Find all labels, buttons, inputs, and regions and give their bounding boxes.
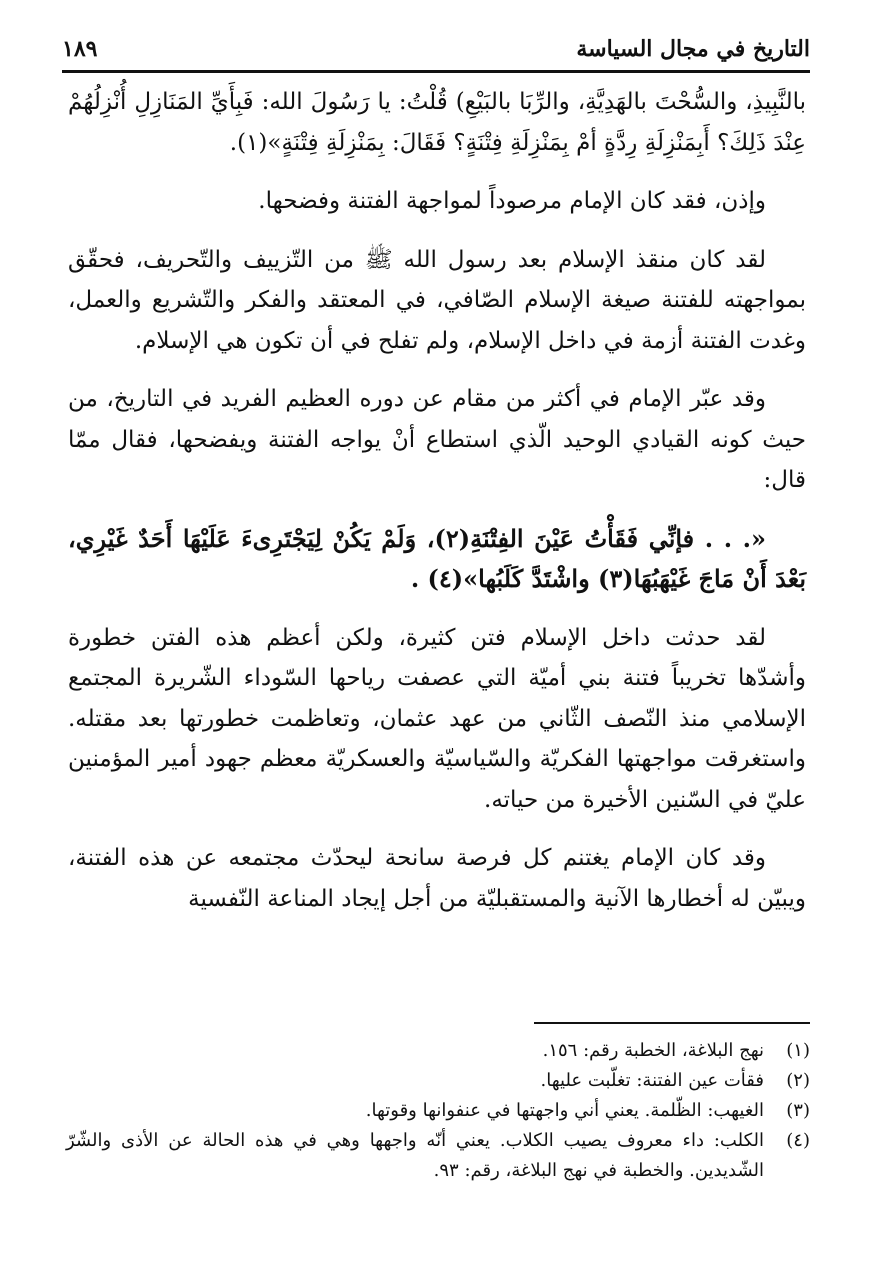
page-number: ١٨٩	[62, 36, 98, 62]
paragraph: لقد كان منقذ الإسلام بعد رسول الله ﷺ من التّزييف والتّحريف، فحقّق بمواجهته للفتنة صيغة الإسلام الصّافي، في المعتقد والفكر والتّشريع والعمل، وغدت الفتنة أزمة في داخل الإسلام، ولم تفلح في أن تكون هي الإسلام.	[68, 246, 806, 354]
footnote-number: (٣)	[786, 1100, 810, 1121]
footnote-text: الغيهب: الظّلمة. يعني أني واجهتها في عنفوانها وقوتها.	[365, 1100, 764, 1121]
quotation: «. . . فإنِّي فَقَأْتُ عَيْنَ الفِتْنَةِ(٢)، وَلَمْ يَكُنْ لِيَجْتَرِىءَ عَلَيْهَا أَحَدٌ غَيْرِي، بَعْدَ أَنْ مَاجَ غَيْهَبُهَا(٣) واشْتَدَّ كَلَبُها»(٤) .	[68, 523, 806, 593]
footnote-text: نهج البلاغة، الخطبة رقم: ١٥٦.	[542, 1040, 764, 1061]
paragraph: وإذن، فقد كان الإمام مرصوداً لمواجهة الفتنة وفضحها.	[258, 188, 766, 214]
footnote-text: الكلب: داء معروف يصيب الكلاب. يعني أنّه واجهها وهي في هذه الحالة عن الأذى والشّرّ الشّديدين. والخطبة في نهج البلاغة، رقم: ٩٣.	[66, 1130, 764, 1181]
footnote-item	[66, 1066, 810, 1096]
footnote-text: فقأت عين الفتنة: تغلّبت عليها.	[540, 1070, 764, 1091]
main-text	[68, 82, 806, 937]
paragraph-hadith-end: بالنَّبِيذِ، والسُّحْتَ بالهَدِيَّةِ، والرِّبَا بالبَيْعِ) قُلْتُ: يا رَسُولَ الله: فَبِأَيِّ المَنَازِلِ أُنْزِلُهُمْ عِنْدَ ذَلِكَ؟ أَبِمَنْزِلَةِ رِدَّةٍ أمْ بِمَنْزِلَةِ فِتْنَةٍ؟ فَقَالَ: بِمَنْزِلَةِ فِتْنَةٍ»(١).	[68, 89, 806, 156]
footnote-number: (١)	[786, 1040, 810, 1061]
footnote-number: (٤)	[786, 1130, 810, 1151]
footnote-number: (٢)	[786, 1070, 810, 1091]
paragraph: لقد حدثت داخل الإسلام فتن كثيرة، ولكن أعظم هذه الفتن خطورة وأشدّها تخريباً فتنة بني أميّة التي عصفت رياحها السّوداء الشّريرة المجتمع الإسلامي منذ النّصف الثّاني من عهد عثمان، وتعاظمت خطورتها بعد مقتله. واستغرقت مواجهتها الفكريّة والسّياسيّة والعسكريّة معظم جهود أمير المؤمنين عليّ في السّنين الأخيرة من حياته.	[68, 624, 806, 813]
footnote-divider	[534, 1022, 810, 1024]
footnote-item	[66, 1126, 810, 1186]
footnotes	[66, 1036, 810, 1186]
footnote-item	[66, 1036, 810, 1066]
paragraph: وقد كان الإمام يغتنم كل فرصة سانحة ليحدّث مجتمعه عن هذه الفتنة، ويبيّن له أخطارها الآنية والمستقبليّة من أجل إيجاد المناعة النّفسية	[68, 845, 806, 912]
footnote-item	[66, 1096, 810, 1126]
paragraph: وقد عبّر الإمام في أكثر من مقام عن دوره العظيم الفريد في التاريخ، من حيث كونه القيادي الوحيد الّذي استطاع أنْ يواجه الفتنة ويفضحها، فقال ممّا قال:	[68, 386, 806, 493]
running-title: التاريخ في مجال السياسة	[576, 36, 810, 62]
running-header	[62, 22, 810, 73]
